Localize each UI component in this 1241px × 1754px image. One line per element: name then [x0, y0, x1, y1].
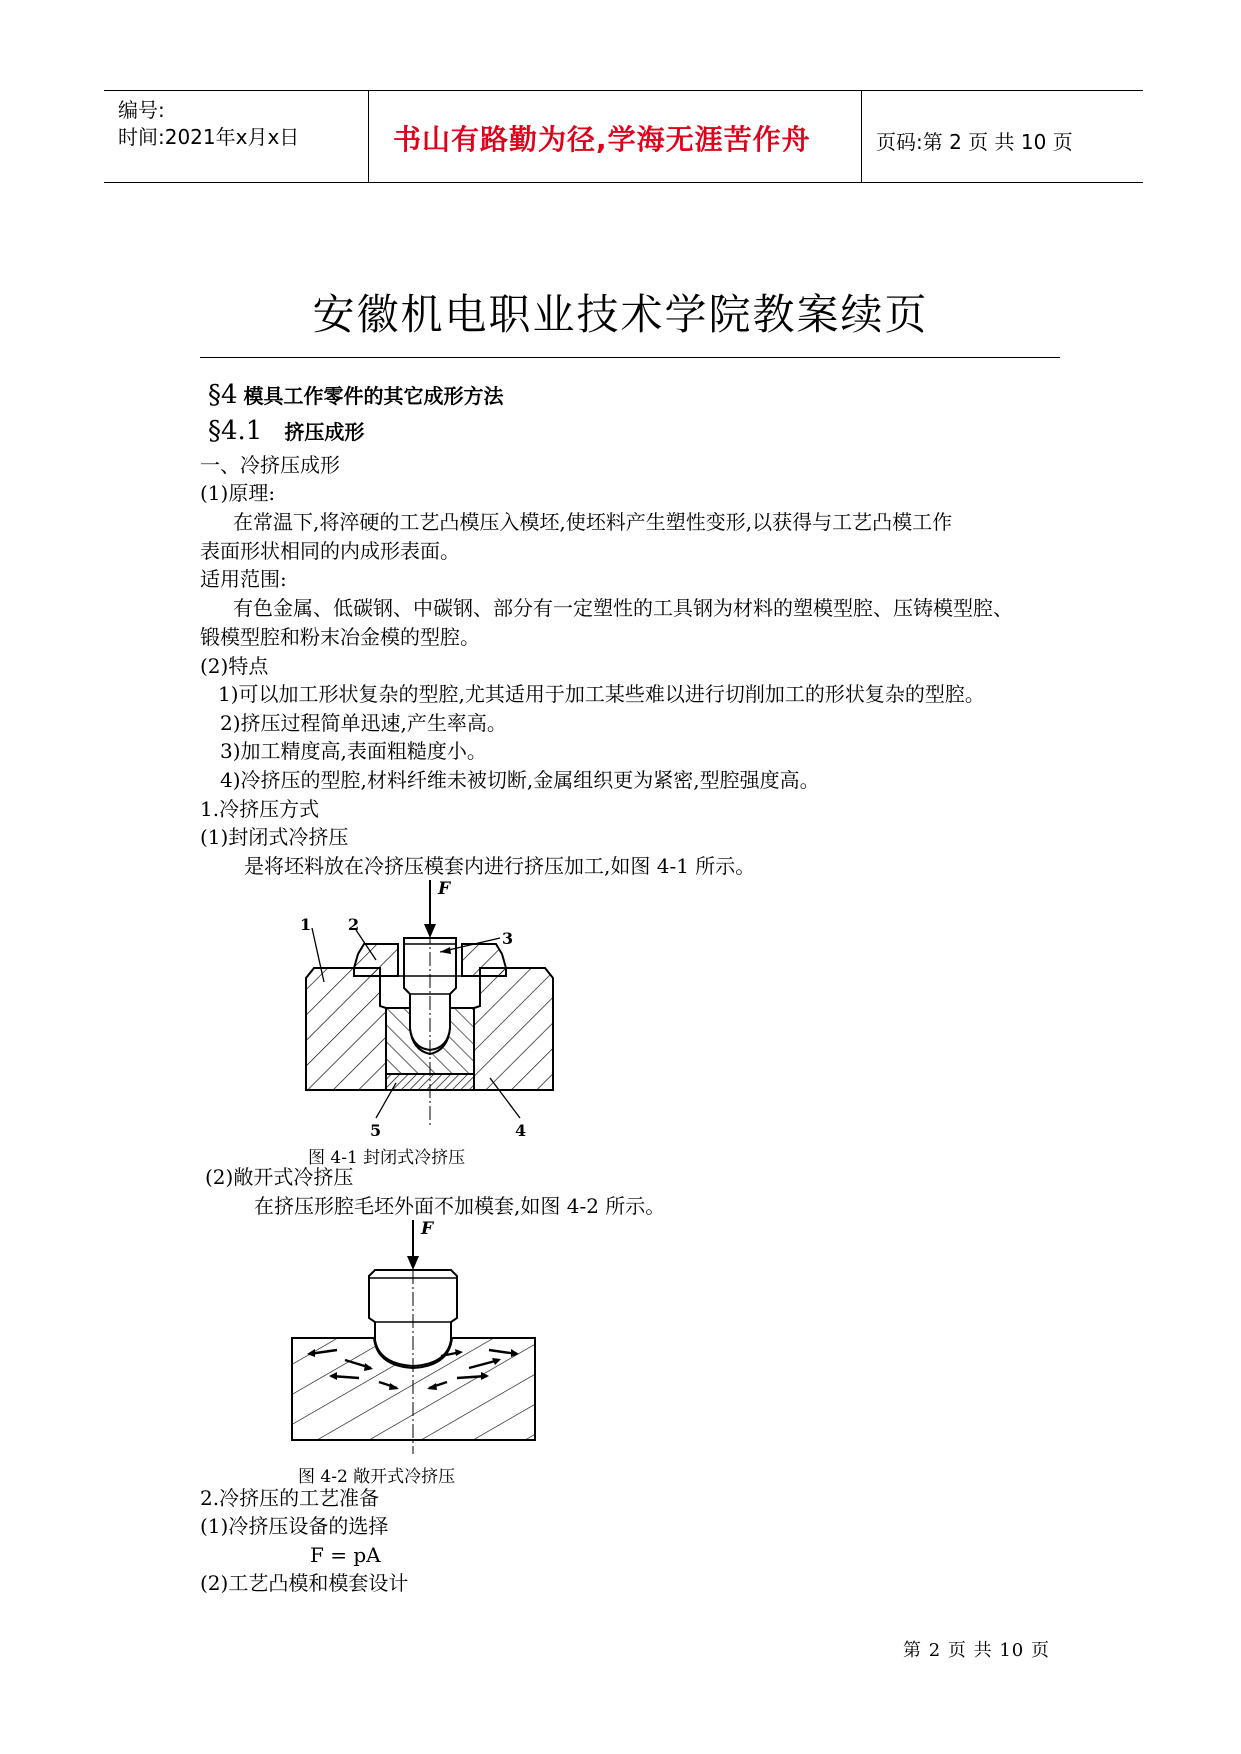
subsection-heading	[208, 416, 364, 446]
header-bottom-rule	[104, 182, 1143, 183]
figure1-label-1: 1	[300, 915, 312, 934]
body-line: 锻模型腔和粉末冶金模的型腔。	[200, 625, 480, 649]
body-line: 3)加工精度高,表面粗糙度小。	[220, 739, 487, 763]
body-line: (2)敞开式冷挤压	[205, 1165, 354, 1189]
header-time-label: 时间:2021年x月x日	[118, 125, 300, 149]
header-divider-left	[368, 90, 369, 183]
header-number-label: 编号:	[118, 98, 165, 122]
header-page-info: 页码:第 2 页 共 10 页	[876, 130, 1073, 154]
body-line: 1)可以加工形状复杂的型腔,尤其适用于加工某些难以进行切削加工的形状复杂的型腔。	[218, 682, 985, 706]
body-line: 在常温下,将淬硬的工艺凸模压入模坯,使坯料产生塑性变形,以获得与工艺凸模工作	[233, 510, 953, 534]
subsection-number: §4.1	[208, 416, 263, 446]
figure1-caption: 图 4-1 封闭式冷挤压	[308, 1148, 466, 1168]
body-formula: F = pA	[310, 1543, 381, 1567]
body-line: 是将坯料放在冷挤压模套内进行挤压加工,如图 4-1 所示。	[244, 854, 756, 878]
header-motto: 书山有路勤为径,学海无涯苦作舟	[393, 123, 811, 156]
body-line: 适用范围:	[200, 567, 287, 591]
section-heading	[208, 380, 504, 410]
body-line: 1.冷挤压方式	[200, 797, 320, 821]
figure1-force-label: F	[438, 879, 451, 899]
section-number: §4	[208, 380, 238, 410]
figure-closed-cold-extrusion	[290, 878, 580, 1138]
body-line: 有色金属、低碳钢、中碳钢、部分有一定塑性的工具钢为材料的塑模型腔、压铸模型腔、	[233, 596, 1013, 620]
header-top-rule	[104, 90, 1143, 91]
body-line: (2)工艺凸模和模套设计	[200, 1571, 409, 1595]
body-line: (1)原理:	[200, 481, 276, 505]
body-line: 2)挤压过程简单迅速,产生率高。	[220, 711, 507, 735]
figure2-caption: 图 4-2 敞开式冷挤压	[298, 1467, 456, 1487]
subsection-title: 挤压成形	[284, 420, 365, 444]
body-line: 在挤压形腔毛坯外面不加模套,如图 4-2 所示。	[254, 1194, 666, 1218]
body-line: 一、冷挤压成形	[200, 453, 340, 477]
header-divider-right	[861, 90, 862, 183]
figure1-label-2: 2	[348, 915, 360, 934]
page-footer: 第 2 页 共 10 页	[903, 1640, 1050, 1661]
body-line: (1)冷挤压设备的选择	[200, 1514, 389, 1538]
body-line: 2.冷挤压的工艺准备	[200, 1486, 380, 1510]
section-title: 模具工作零件的其它成形方法	[243, 384, 504, 408]
body-line: (1)封闭式冷挤压	[200, 825, 349, 849]
figure1-label-5: 5	[370, 1121, 382, 1138]
body-line: 表面形状相同的内成形表面。	[200, 539, 460, 563]
body-line: 4)冷挤压的型腔,材料纤维未被切断,金属组织更为紧密,型腔强度高。	[220, 768, 820, 792]
figure-open-cold-extrusion	[285, 1218, 545, 1458]
page-title: 安徽机电职业技术学院教案续页	[312, 290, 929, 339]
title-rule	[200, 357, 1060, 358]
figure1-label-3: 3	[502, 929, 514, 948]
body-line: (2)特点	[200, 654, 269, 678]
figure1-label-4: 4	[515, 1121, 527, 1138]
figure2-force-label: F	[421, 1219, 434, 1239]
